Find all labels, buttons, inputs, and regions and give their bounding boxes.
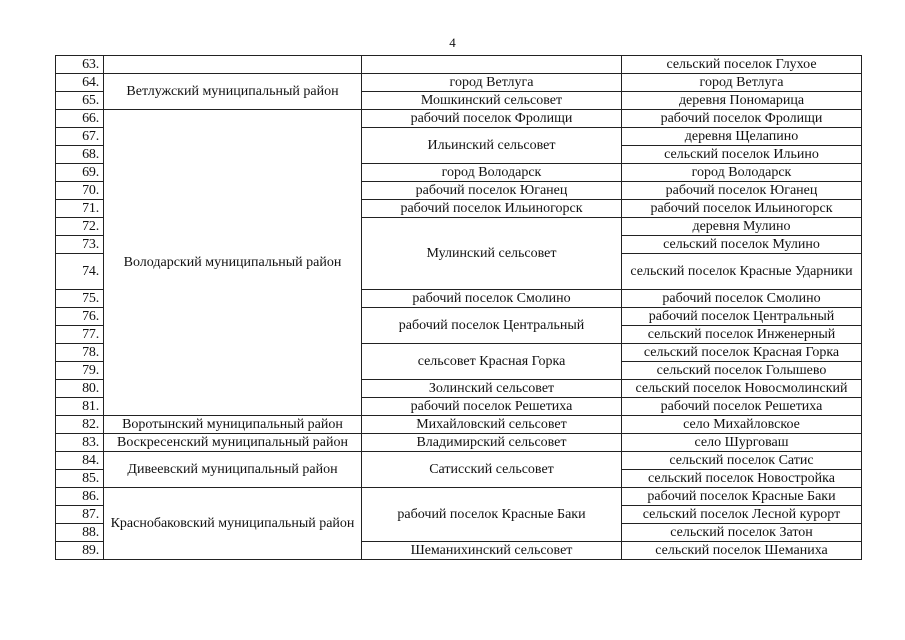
municipality-cell: город Володарск — [362, 164, 622, 182]
locality-cell: рабочий поселок Красные Баки — [622, 488, 862, 506]
locality-cell: сельский поселок Инженерный — [622, 326, 862, 344]
row-number: 66. — [56, 110, 104, 128]
locality-cell: сельский поселок Мулино — [622, 236, 862, 254]
row-number: 76. — [56, 308, 104, 326]
locality-cell: рабочий поселок Центральный — [622, 308, 862, 326]
row-number: 63. — [56, 56, 104, 74]
locality-cell: сельский поселок Лесной курорт — [622, 506, 862, 524]
district-cell — [104, 56, 362, 74]
district-cell: Дивеевский муниципальный район — [104, 452, 362, 488]
municipality-cell: Мошкинский сельсовет — [362, 92, 622, 110]
row-number: 81. — [56, 398, 104, 416]
municipality-cell: рабочий поселок Смолино — [362, 290, 622, 308]
municipality-cell: Шеманихинский сельсовет — [362, 542, 622, 560]
table-row — [56, 74, 862, 92]
locality-cell: сельский поселок Глухое — [622, 56, 862, 74]
district-cell: Володарский муниципальный район — [104, 110, 362, 416]
municipality-cell: рабочий поселок Ильиногорск — [362, 200, 622, 218]
row-number: 77. — [56, 326, 104, 344]
row-number: 67. — [56, 128, 104, 146]
municipality-cell — [362, 56, 622, 74]
locality-cell: рабочий поселок Фролищи — [622, 110, 862, 128]
row-number: 78. — [56, 344, 104, 362]
locality-cell: рабочий поселок Решетиха — [622, 398, 862, 416]
locality-cell: село Михайловское — [622, 416, 862, 434]
municipality-cell: Михайловский сельсовет — [362, 416, 622, 434]
locality-cell: сельский поселок Сатис — [622, 452, 862, 470]
municipality-cell: рабочий поселок Решетиха — [362, 398, 622, 416]
row-number: 83. — [56, 434, 104, 452]
table-row — [56, 416, 862, 434]
locality-cell: село Шурговаш — [622, 434, 862, 452]
municipality-cell: рабочий поселок Центральный — [362, 308, 622, 344]
row-number: 69. — [56, 164, 104, 182]
locality-cell: рабочий поселок Смолино — [622, 290, 862, 308]
locality-cell: деревня Мулино — [622, 218, 862, 236]
locality-cell: сельский поселок Шеманиха — [622, 542, 862, 560]
municipality-cell: город Ветлуга — [362, 74, 622, 92]
registry-table — [55, 55, 862, 560]
locality-cell: сельский поселок Красные Ударники — [622, 254, 862, 290]
row-number: 79. — [56, 362, 104, 380]
municipality-cell: Владимирский сельсовет — [362, 434, 622, 452]
district-cell: Воротынский муниципальный район — [104, 416, 362, 434]
row-number: 75. — [56, 290, 104, 308]
locality-cell: рабочий поселок Юганец — [622, 182, 862, 200]
row-number: 84. — [56, 452, 104, 470]
locality-cell: сельский поселок Затон — [622, 524, 862, 542]
row-number: 82. — [56, 416, 104, 434]
row-number: 74. — [56, 254, 104, 290]
locality-cell: деревня Щелапино — [622, 128, 862, 146]
locality-cell: рабочий поселок Ильиногорск — [622, 200, 862, 218]
locality-cell: деревня Пономарица — [622, 92, 862, 110]
page-number: 4 — [449, 35, 456, 50]
municipality-cell: рабочий поселок Красные Баки — [362, 488, 622, 542]
row-number: 80. — [56, 380, 104, 398]
row-number: 86. — [56, 488, 104, 506]
district-cell: Воскресенский муниципальный район — [104, 434, 362, 452]
row-number: 71. — [56, 200, 104, 218]
row-number: 85. — [56, 470, 104, 488]
locality-cell: город Ветлуга — [622, 74, 862, 92]
row-number: 89. — [56, 542, 104, 560]
locality-cell: сельский поселок Новостройка — [622, 470, 862, 488]
row-number: 72. — [56, 218, 104, 236]
district-cell: Краснобаковский муниципальный район — [104, 488, 362, 560]
locality-cell: сельский поселок Ильино — [622, 146, 862, 164]
row-number: 64. — [56, 74, 104, 92]
row-number: 70. — [56, 182, 104, 200]
municipality-cell: сельсовет Красная Горка — [362, 344, 622, 380]
row-number: 65. — [56, 92, 104, 110]
municipality-cell: Ильинский сельсовет — [362, 128, 622, 164]
row-number: 73. — [56, 236, 104, 254]
municipality-cell: рабочий поселок Фролищи — [362, 110, 622, 128]
table-row — [56, 56, 862, 74]
municipality-cell: Мулинский сельсовет — [362, 218, 622, 290]
table-row — [56, 488, 862, 506]
locality-cell: сельский поселок Красная Горка — [622, 344, 862, 362]
municipality-cell: рабочий поселок Юганец — [362, 182, 622, 200]
table-row — [56, 452, 862, 470]
row-number: 88. — [56, 524, 104, 542]
table-row — [56, 434, 862, 452]
district-cell: Ветлужский муниципальный район — [104, 74, 362, 110]
locality-cell: город Володарск — [622, 164, 862, 182]
municipality-cell: Золинский сельсовет — [362, 380, 622, 398]
table-row — [56, 110, 862, 128]
row-number: 87. — [56, 506, 104, 524]
row-number: 68. — [56, 146, 104, 164]
locality-cell: сельский поселок Голышево — [622, 362, 862, 380]
municipality-cell: Сатисский сельсовет — [362, 452, 622, 488]
locality-cell: сельский поселок Новосмолинский — [622, 380, 862, 398]
